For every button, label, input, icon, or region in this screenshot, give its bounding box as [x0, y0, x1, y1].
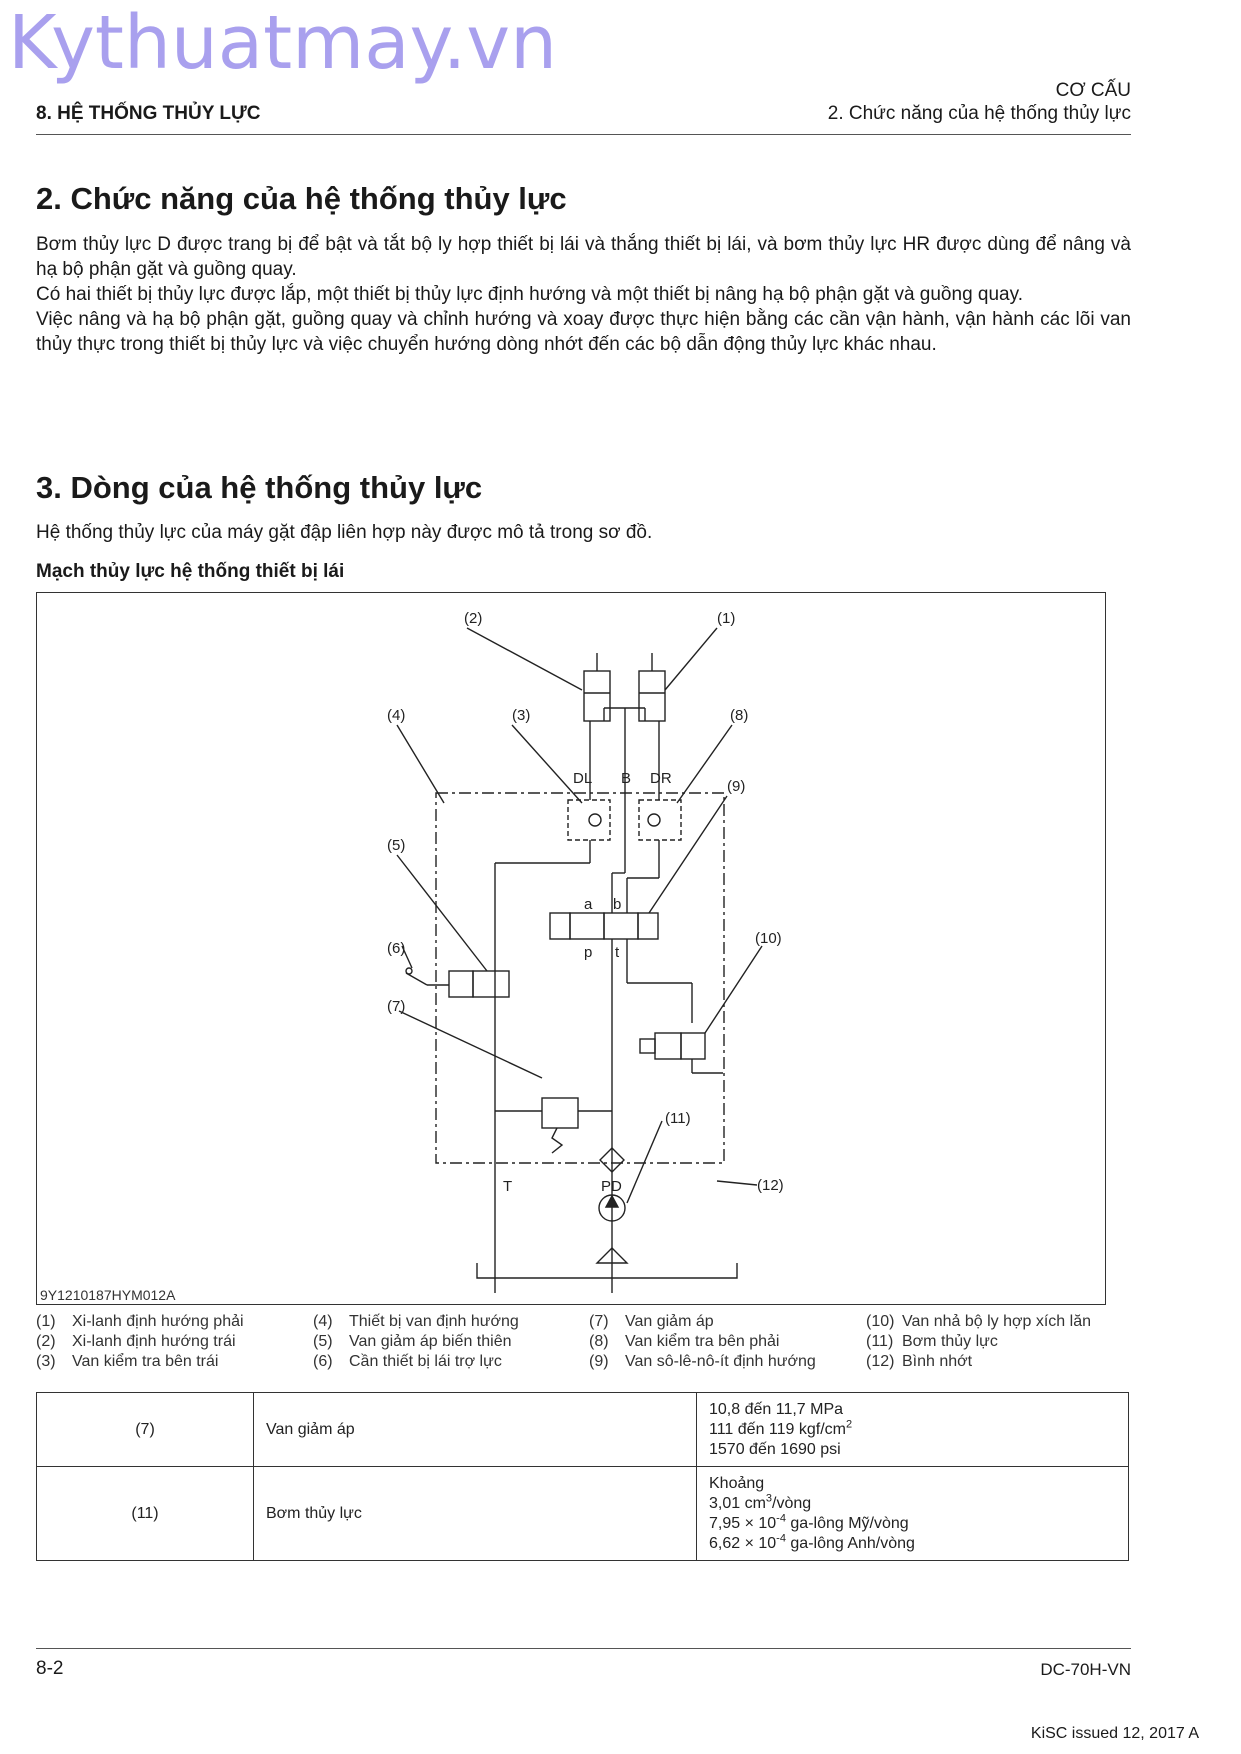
legend-column — [36, 1312, 244, 1372]
port-label-t: t — [615, 944, 620, 961]
port-label-a: a — [584, 896, 593, 913]
callout-2: (2) — [464, 610, 483, 627]
port-label-p: p — [584, 944, 593, 961]
port-label-b-small: b — [613, 896, 622, 913]
section3-title: 3. Dòng của hệ thống thủy lực — [36, 470, 483, 505]
legend-item: (1) Xi-lanh định hướng phải — [36, 1313, 244, 1330]
callout-3: (3) — [512, 707, 531, 724]
legend-item: (11) Bơm thủy lực — [866, 1333, 998, 1350]
issue-stamp: KiSC issued 12, 2017 A — [1030, 1725, 1199, 1742]
legend-column — [589, 1312, 816, 1372]
legend-item: (3) Van kiểm tra bên trái — [36, 1353, 219, 1370]
section2-paragraph: Có hai thiết bị thủy lực được lắp, một thiết bị thủy lực định hướng và một thiết bị nâng hạ bộ phận gặt và guồng quay. — [36, 284, 1023, 305]
legend-column — [866, 1312, 1091, 1372]
watermark-logo: Kythuatmay.vn — [8, 0, 558, 86]
spec-table — [36, 1392, 1129, 1561]
section2-body — [36, 232, 1131, 357]
table-row — [37, 1393, 1129, 1467]
header-divider — [36, 134, 1131, 135]
header-subsection: 2. Chức năng của hệ thống thủy lực — [827, 103, 1131, 124]
legend-item: (10) Van nhả bộ ly hợp xích lăn — [866, 1313, 1091, 1330]
oil-tank — [477, 1263, 737, 1278]
callout-1: (1) — [717, 610, 736, 627]
port-label-dl: DL — [573, 770, 593, 787]
valve-unit-boundary — [436, 793, 724, 1163]
legend-column — [313, 1312, 519, 1372]
legend-item: (12) Bình nhớt — [866, 1353, 973, 1370]
solenoid-valve — [570, 913, 604, 939]
hydraulic-schematic — [37, 593, 1107, 1306]
legend-item: (9) Van sô-lê-nô-ít định hướng — [589, 1353, 816, 1370]
callout-4: (4) — [387, 707, 406, 724]
callout-10: (10) — [755, 930, 782, 947]
section2-title: 2. Chức năng của hệ thống thủy lực — [36, 181, 567, 216]
callout-6: (6) — [387, 940, 406, 957]
callout-11: (11) — [665, 1110, 691, 1127]
header-chapter: 8. HỆ THỐNG THỦY LỰC — [36, 103, 261, 124]
port-label-pd: PD — [601, 1178, 622, 1195]
clutch-release-valve — [655, 1033, 681, 1059]
table-row — [37, 1467, 1129, 1561]
spec-ref: (7) — [37, 1393, 254, 1467]
section3-intro: Hệ thống thủy lực của máy gặt đập liên hợp này được mô tả trong sơ đồ. — [36, 522, 653, 543]
callout-5: (5) — [387, 837, 406, 854]
callout-9: (9) — [727, 778, 746, 795]
section2-paragraph: Việc nâng và hạ bộ phận gặt, guồng quay và chỉnh hướng và xoay được thực hiện bằng các cần vận hành, vận hành các lõi van thủy thực trong thiết bị thủy lực và việc chuyển hướng dòng nhớt đến các bộ dẫn động thủy lực khác nhau. — [36, 309, 1131, 355]
circuit-subtitle: Mạch thủy lực hệ thống thiết bị lái — [36, 561, 345, 582]
section2-paragraph: Bơm thủy lực D được trang bị để bật và tắt bộ ly hợp thiết bị lái và thắng thiết bị lái, và bơm thủy lực HR được dùng để nâng và hạ bộ phận gặt và guồng quay. — [36, 234, 1131, 280]
legend-item: (2) Xi-lanh định hướng trái — [36, 1333, 236, 1350]
footer-divider — [36, 1648, 1131, 1649]
variable-relief-valve — [449, 971, 473, 997]
legend-item: (6) Cần thiết bị lái trợ lực — [313, 1353, 502, 1370]
legend-item: (7) Van giảm áp — [589, 1313, 714, 1330]
spec-values: 10,8 đến 11,7 MPa 111 đến 119 kgf/$cm^2$ 1570 đến 1690 psi — [697, 1393, 1129, 1467]
port-label-b: B — [621, 770, 632, 787]
relief-valve — [542, 1098, 578, 1128]
legend-item: (8) Van kiểm tra bên phải — [589, 1333, 780, 1350]
port-label-t-tank: T — [503, 1178, 513, 1195]
diagram-code: 9Y1210187HYM012A — [40, 1287, 176, 1303]
spec-ref: (11) — [37, 1467, 254, 1561]
page-number: 8-2 — [36, 1658, 64, 1679]
spec-name: Van giảm áp — [254, 1393, 697, 1467]
hydraulic-diagram — [36, 592, 1106, 1305]
callout-12: (12) — [757, 1177, 784, 1194]
left-cylinder — [584, 671, 610, 721]
spec-values: Khoảng 3,01 $cm^3$/vòng $7,95 \times 10^{-4}$ ga-lông Mỹ/vòng $6,62 \times 10^{-4}$ ga-lông Anh/vòng — [697, 1467, 1129, 1561]
callout-8: (8) — [730, 707, 749, 724]
callout-7: (7) — [387, 998, 406, 1015]
port-label-dr: DR — [650, 770, 672, 787]
header-section: CƠ CẤU — [1055, 80, 1131, 101]
legend-item: (5) Van giảm áp biến thiên — [313, 1333, 512, 1350]
legend-item: (4) Thiết bị van định hướng — [313, 1313, 519, 1330]
spec-name: Bơm thủy lực — [254, 1467, 697, 1561]
right-cylinder — [639, 671, 665, 721]
document-code: DC-70H-VN — [1040, 1660, 1131, 1679]
